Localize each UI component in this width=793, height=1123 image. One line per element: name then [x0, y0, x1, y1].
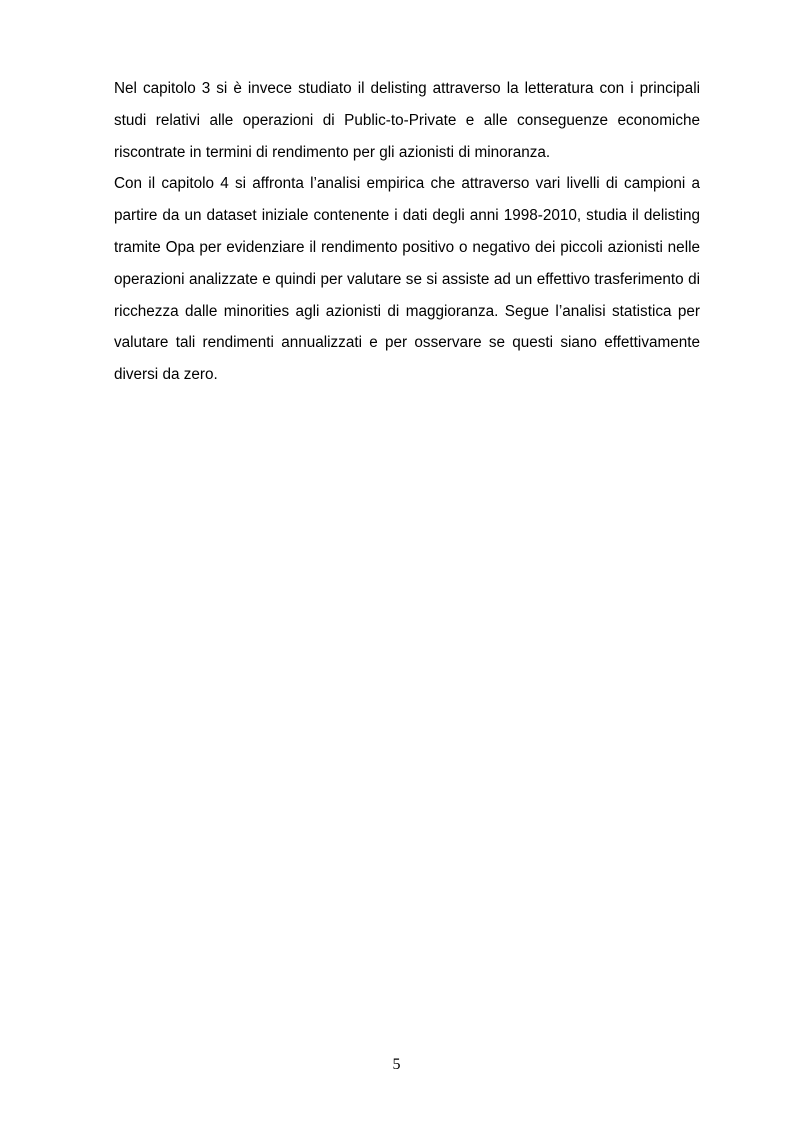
- paragraph-chapter-4: Con il capitolo 4 si affronta l’analisi empirica che attraverso vari livelli di campioni a partire da un dataset iniziale contenente i dati degli anni 1998-2010, studia il delisting tramite Opa per evidenziare il rendimento positivo o negativo dei piccoli azionisti nelle operazioni analizzate e quindi per valutare se si assiste ad un effettivo trasferimento di ricchezza dalle minorities agli azionisti di maggioranza. Segue l’analisi statistica per valutare tali rendimenti annualizzati e per osservare se questi siano effettivamente diversi da zero.: [114, 175, 700, 384]
- page-body: [114, 73, 700, 391]
- page-number: 5: [392, 1056, 401, 1073]
- paragraph-chapter-3: Nel capitolo 3 si è invece studiato il delisting attraverso la letteratura con i principali studi relativi alle operazioni di Public-to-Private e alle conseguenze economiche riscontrate in termini di rendimento per gli azionisti di minoranza.: [114, 80, 700, 161]
